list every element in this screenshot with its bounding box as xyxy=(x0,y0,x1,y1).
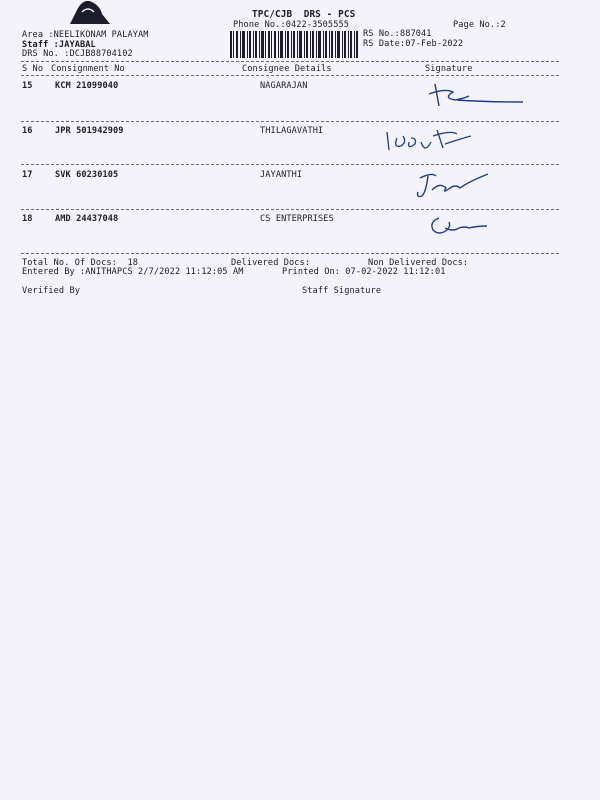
col-header-sno: S No xyxy=(22,64,44,74)
row-consignment-no: KCM 21099040 xyxy=(55,81,119,91)
phone-number: Phone No.:0422-3505555 xyxy=(233,20,350,30)
col-header-consignee: Consignee Details xyxy=(242,64,332,74)
divider xyxy=(21,253,559,254)
col-header-signature: Signature xyxy=(425,64,473,74)
divider xyxy=(21,61,559,62)
row-sno: 18 xyxy=(22,214,33,224)
company-logo xyxy=(64,0,116,24)
row-consignee: CS ENTERPRISES xyxy=(260,214,334,224)
row-sno: 16 xyxy=(22,126,33,136)
rs-number: RS No.:887041 xyxy=(363,29,432,39)
row-consignment-no: SVK 60230105 xyxy=(55,170,119,180)
page-number: Page No.:2 xyxy=(453,20,506,30)
row-consignee: JAYANTHI xyxy=(260,170,303,180)
divider xyxy=(21,164,559,165)
divider xyxy=(21,121,559,122)
delivered-docs: Delivered Docs: xyxy=(231,258,311,268)
entered-by: Entered By :ANITHAPCS 2/7/2022 11:12:05 AM xyxy=(22,267,244,277)
divider xyxy=(21,209,559,210)
staff-name: Staff :JAYABAL xyxy=(22,40,96,50)
row-sno: 17 xyxy=(22,170,33,180)
row-consignee: NAGARAJAN xyxy=(260,81,308,91)
verified-by-label: Verified By xyxy=(22,286,81,296)
area: Area :NEELIKONAM PALAYAM xyxy=(22,30,149,40)
signature-thilagavathi xyxy=(383,124,477,156)
report-title: TPC/CJB DRS - PCS xyxy=(252,9,356,20)
divider xyxy=(21,75,559,76)
signature-nagarajan xyxy=(425,80,529,108)
signature-jayanthi xyxy=(412,170,494,202)
row-consignee: THILAGAVATHI xyxy=(260,126,324,136)
row-consignment-no: JPR 501942909 xyxy=(55,126,124,136)
row-sno: 15 xyxy=(22,81,33,91)
col-header-consignment: Consignment No xyxy=(51,64,125,74)
drs-number: DRS No. :DCJB88704102 xyxy=(22,49,133,59)
signature-cs-enterprises xyxy=(425,212,491,238)
non-delivered-docs: Non Delivered Docs: xyxy=(368,258,469,268)
total-docs: Total No. Of Docs: 18 xyxy=(22,258,139,268)
rs-date: RS Date:07-Feb-2022 xyxy=(363,39,464,49)
row-consignment-no: AMD 24437048 xyxy=(55,214,119,224)
barcode xyxy=(230,31,358,58)
staff-signature-label: Staff Signature xyxy=(302,286,382,296)
printed-on: Printed On: 07-02-2022 11:12:01 xyxy=(282,267,446,277)
